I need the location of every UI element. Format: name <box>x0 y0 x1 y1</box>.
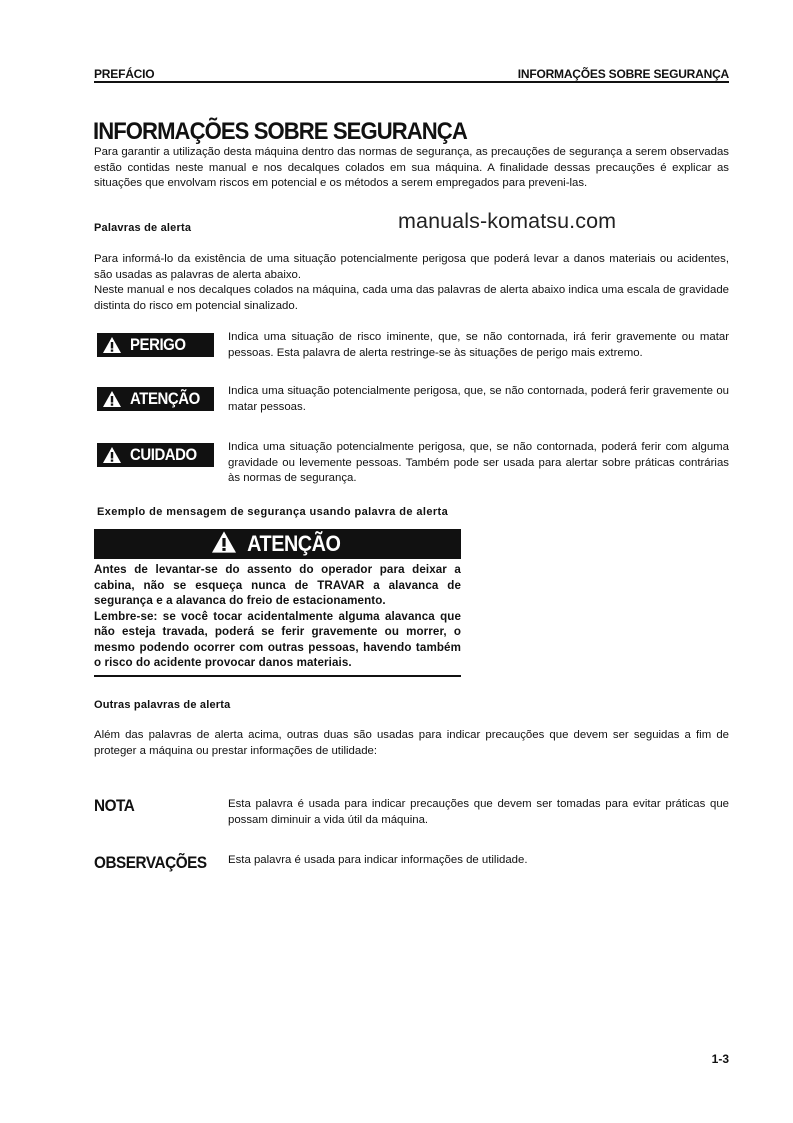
observacoes-label: OBSERVAÇÕES <box>94 853 207 872</box>
warning-triangle-icon <box>100 336 124 354</box>
running-header-title: INFORMAÇÕES SOBRE SEGURANÇA <box>517 67 729 81</box>
signal-words-intro <box>94 252 729 314</box>
warning-triangle-icon <box>210 530 238 559</box>
watermark-text: manuals-komatsu.com <box>398 209 617 233</box>
intro-paragraph: Para garantir a utilização desta máquina dentro das normas de segurança, as precauções de segurança a serem observadas estão contidas neste manual e nos decalques colados em sua máquina. A finalidade dessas precauções é explicar as situações que envolvam riscos em potencial e os métodos a serem empregados para preveni-las. <box>94 146 729 189</box>
nota-description: Esta palavra é usada para indicar precauções que devem ser tomadas para evitar práticas que possam diminuir a vida útil da máquina. <box>228 798 729 826</box>
cuidado-description: Indica uma situação potencialmente perigosa, que, se não contornada, poderá ferir com alguma gravidade ou levemente pessoas. Também pode ser usada para alertar sobre práticas contrárias às normas de segurança. <box>228 441 729 484</box>
other-words-heading: Outras palavras de alerta <box>94 699 231 711</box>
signal-words-paragraph-1: Para informá-lo da existência de uma situação potencialmente perigosa que poderá levar a danos materiais ou acidentes, são usadas as palavras de alerta abaixo. <box>94 253 729 281</box>
warning-triangle-icon <box>100 390 124 408</box>
example-signal-label: ATENÇÃO <box>246 531 341 556</box>
example-heading: Exemplo de mensagem de segurança usando palavra de alerta <box>97 506 449 518</box>
perigo-description: Indica uma situação de risco iminente, que, se não contornada, irá ferir gravemente ou matar pessoas. Esta palavra de alerta restringe-se às situações de perigo mais extremo. <box>228 331 729 359</box>
signal-words-paragraph-2: Neste manual e nos decalques colados na máquina, cada uma das palavras de alerta abaixo indica uma escala de gravidade distinta do risco em potencial sinalizado. <box>94 284 729 312</box>
observacoes-description: Esta palavra é usada para indicar informações de utilidade. <box>228 854 528 866</box>
badge-atencao <box>97 387 214 411</box>
header-divider <box>94 81 729 83</box>
nota-label: NOTA <box>94 796 135 815</box>
warning-triangle-icon <box>100 446 124 464</box>
page-title: INFORMAÇÕES SOBRE SEGURANÇA <box>93 118 467 145</box>
example-signal-header <box>94 529 461 559</box>
running-header-section: PREFÁCIO <box>94 67 155 81</box>
badge-perigo <box>97 333 214 357</box>
badge-label: CUIDADO <box>130 445 197 464</box>
atencao-description: Indica uma situação potencialmente perigosa, que, se não contornada, poderá ferir gravemente ou matar pessoas. <box>228 385 729 413</box>
badge-label: PERIGO <box>130 335 186 354</box>
badge-label: ATENÇÃO <box>130 389 200 408</box>
page-number: 1-3 <box>711 1052 729 1066</box>
example-message-text: Antes de levantar-se do assento do operador para deixar a cabina, não se esqueça nunca de TRAVAR a alavanca de segurança e a alavanca do freio de estacionamento. <box>94 563 461 607</box>
example-message-body <box>94 562 461 671</box>
example-message-text-2: Lembre-se: se você tocar acidentalmente alguma alavanca que não esteja travada, poderá se ferir gravemente ou morrer, o mesmo podendo ocorrer com outras pessoas, havendo também o risco do acidente provocar danos materiais. <box>94 609 461 669</box>
example-bottom-rule <box>94 675 461 677</box>
other-words-paragraph: Além das palavras de alerta acima, outras duas são usadas para indicar precauções que devem ser seguidas a fim de proteger a máquina ou prestar informações de utilidade: <box>94 729 729 757</box>
signal-words-heading: Palavras de alerta <box>94 222 192 234</box>
badge-cuidado <box>97 443 214 467</box>
